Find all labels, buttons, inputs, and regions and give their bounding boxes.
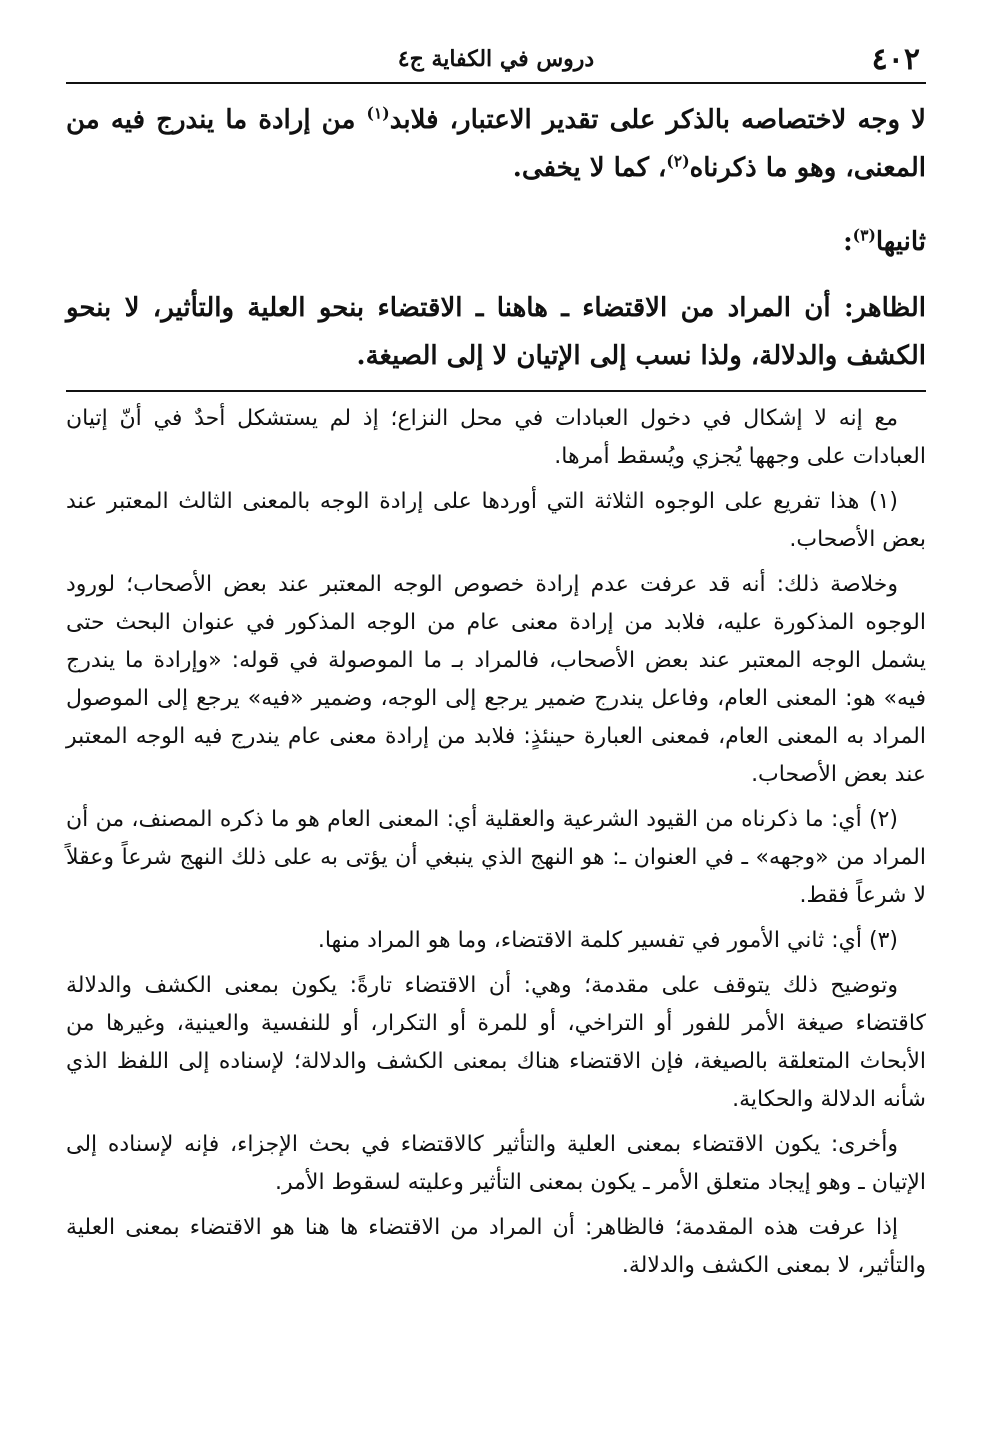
main-paragraph-1 [66,96,926,192]
footnote-3-explanation: وتوضيح ذلك يتوقف على مقدمة؛ وهي: أن الاقتضاء تارةً: يكون بمعنى الكشف والدلالة كاقتضاء صيغة الأمر للفور أو التراخي، أو للمرة أو التكرار، أو للنفسية والعينية، وغيرها من الأبحاث المتعلقة بالصيغة، فإن الاقتضاء هناك بمعنى الكشف والدلالة؛ لإسناده إلى اللفظ الذي شأنه الدلالة والحكاية. [66,973,926,1112]
main-paragraph-1-start: لا وجه لاختصاصه بالذكر على تقدير الاعتبار، فلابد [389,105,926,135]
footnotes [66,400,926,1285]
footnote-ref-1: (١) [366,103,390,123]
footnote-1: (١) هذا تفريع على الوجوه الثلاثة التي أوردها على إرادة الوجه بالمعنى الثالث المعتبر عند بعض الأصحاب. [66,489,926,552]
page-number: ٤٠٢ [871,42,920,77]
running-title: دروس في الكفاية ج٤ [397,46,595,72]
footnote-continuation: مع إنه لا إشكال في دخول العبادات في محل النزاع؛ إذ لم يستشكل أحدٌ في أنّ إتيان العبادات على وجهها يُجزي ويُسقط أمرها. [66,406,926,469]
main-text [66,96,926,380]
main-paragraph-1-end: ، كما لا يخفى. [512,153,667,183]
footnote-1-explanation: وخلاصة ذلك: أنه قد عرفت عدم إرادة خصوص الوجه المعتبر عند بعض الأصحاب؛ لورود الوجوه المذكورة عليه، فلابد من إرادة معنى عام من الوجه المذكور في عنوان البحث حتى يشمل الوجه المعتبر عند بعض الأصحاب، فالمراد بـ ما الموصولة في قوله: «وإرادة ما يندرج فيه» هو: المعنى العام، وفاعل يندرج ضمير يرجع إلى الوجه، وضمير «فيه» يرجع إلى الموصول المراد به المعنى العام، فمعنى العبارة حينئذٍ: فلابد من إرادة معنى عام يندرج فيه الوجه المعتبر عند بعض الأصحاب. [66,572,926,787]
footnote-3-conclusion: إذا عرفت هذه المقدمة؛ فالظاهر: أن المراد من الاقتضاء ها هنا هو الاقتضاء بمعنى العلية والتأثير، لا بمعنى الكشف والدلالة. [66,1215,926,1278]
footnote-2: (٢) أي: ما ذكرناه من القيود الشرعية والعقلية أي: المعنى العام هو ما ذكره المصنف، من أن المراد من «وجهه» ـ في العنوان ـ: هو النهج الذي ينبغي أن يؤتى به على ذلك النهج شرعاً وعقلاً لا شرعاً فقط. [66,807,926,908]
section-heading [66,218,926,266]
section-heading-colon: : [843,227,853,257]
footnote-3: (٣) أي: ثاني الأمور في تفسير كلمة الاقتضاء، وما هو المراد منها. [317,928,898,953]
main-paragraph-1-middle: من إرادة ما يندرج فيه من المعنى، وهو ما ذكرناه [66,105,926,183]
book-page [66,38,926,1428]
main-paragraph-2: الظاهر: أن المراد من الاقتضاء ـ هاهنا ـ الاقتضاء بنحو العلية والتأثير، لا بنحو الكشف والدلالة، ولذا نسب إلى الإتيان لا إلى الصيغة. [66,293,926,371]
footnote-ref-3: (٣) [852,225,876,245]
page-header [66,38,926,84]
section-heading-text: ثانيها [875,227,926,257]
footnote-ref-2: (٢) [666,151,690,171]
footnote-divider [66,390,926,392]
footnote-3-second-case: وأخرى: يكون الاقتضاء بمعنى العلية والتأثير كالاقتضاء في بحث الإجزاء، فإنه لإسناده إلى الإتيان ـ وهو إيجاد متعلق الأمر ـ يكون بمعنى التأثير وعليته لسقوط الأمر. [66,1132,926,1195]
